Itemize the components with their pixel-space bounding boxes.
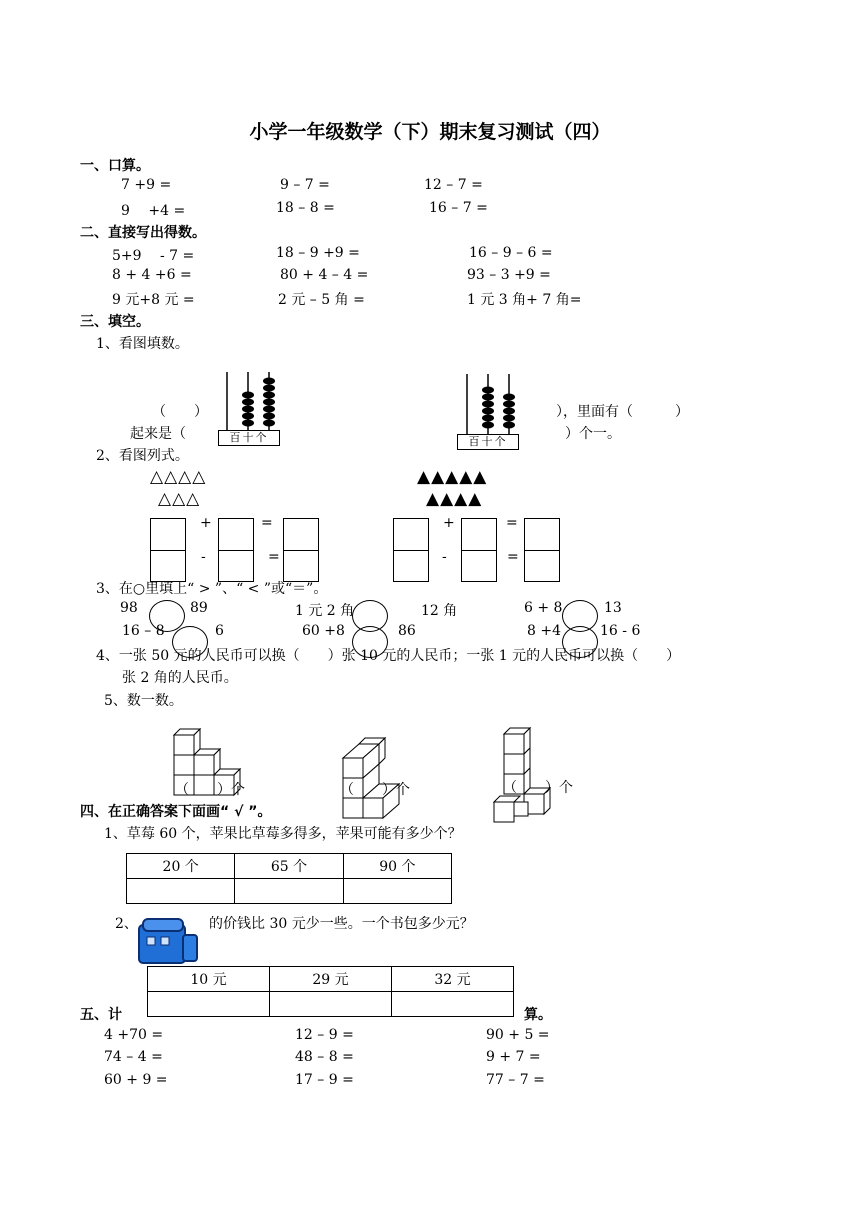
answer-box[interactable] xyxy=(218,518,254,582)
option-cell: 29 元 xyxy=(270,967,392,992)
problem: 9 元+8 元 = xyxy=(112,292,195,308)
equals-sign: = xyxy=(506,515,518,531)
question-text: 的价钱比 30 元少一些。一个书包多少元？ xyxy=(209,916,474,932)
answer-paren: （ ） xyxy=(152,404,208,420)
question-text: 4、一张 50 元的人民币可以换（ ）张 10 元的人民币；一张 1 元的人民币可以换（ ） xyxy=(96,648,681,664)
tick-cell[interactable] xyxy=(148,992,270,1017)
problem: 4 +70 = xyxy=(104,1027,164,1043)
plus-sign: + xyxy=(443,515,455,531)
problem: 80 + 4 – 4 = xyxy=(280,267,369,283)
question-label: 2、看图列式。 xyxy=(96,448,189,464)
compare-left: 98 xyxy=(120,600,138,616)
compare-right: 12 角 xyxy=(421,603,458,619)
option-cell: 32 元 xyxy=(392,967,514,992)
answer-paren-text: ），里面有（ ） xyxy=(556,404,689,420)
tick-cell[interactable] xyxy=(392,992,514,1017)
answer-table-2 xyxy=(147,966,514,1017)
problem: 12 – 7 = xyxy=(424,177,483,193)
compare-left: 16 – 8 xyxy=(122,623,165,639)
problem: 17 – 9 = xyxy=(295,1072,354,1088)
compare-right: 86 xyxy=(398,623,416,639)
compare-left: 60 +8 xyxy=(302,623,345,639)
compare-right: 6 xyxy=(215,623,224,639)
problem: 18 – 8 = xyxy=(276,200,335,216)
section-heading: 二、直接写出得数。 xyxy=(80,225,206,241)
section-heading-part1: 五、计 xyxy=(80,1007,122,1023)
problem: 48 – 8 = xyxy=(295,1049,354,1065)
problem: 1 元 3 角+ 7 角= xyxy=(467,292,582,308)
compare-circle[interactable] xyxy=(562,626,598,658)
problem: 74 – 4 = xyxy=(104,1049,163,1065)
question-label: 3、在○里填上“ > ”、“ < ”或“＝”。 xyxy=(96,581,328,597)
problem: 16 – 7 = xyxy=(429,200,488,216)
tick-cell[interactable] xyxy=(270,992,392,1017)
option-cell: 10 元 xyxy=(148,967,270,992)
cube-stack-figure xyxy=(335,730,425,820)
equals-sign: = xyxy=(261,515,273,531)
compare-circle[interactable] xyxy=(149,600,185,632)
problem: 60 + 9 = xyxy=(104,1072,168,1088)
minus-sign: - xyxy=(201,549,206,565)
black-triangles-row: ▲▲▲▲ xyxy=(426,489,483,509)
plus-sign: + xyxy=(200,515,212,531)
compare-circle[interactable] xyxy=(172,626,208,658)
option-cell: 65 个 xyxy=(235,854,343,879)
problem: 9 +4 = xyxy=(121,203,186,219)
problem: 2 元 – 5 角 = xyxy=(278,292,365,308)
problem: 93 – 3 +9 = xyxy=(467,267,551,283)
answer-box[interactable] xyxy=(283,518,319,582)
question-prefix: 2、 xyxy=(115,916,138,932)
abacus-place-label: 百十个 xyxy=(457,434,519,450)
tick-cell[interactable] xyxy=(343,879,451,904)
problem: 90 + 5 = xyxy=(486,1027,550,1043)
section-heading: 一、口算。 xyxy=(80,158,150,174)
section-heading: 三、填空。 xyxy=(80,314,150,330)
answer-box[interactable] xyxy=(461,518,497,582)
tick-cell[interactable] xyxy=(127,879,235,904)
compare-left: 6 + 8 xyxy=(524,600,563,616)
fill-text: 起来是（ xyxy=(130,426,186,442)
problem: 12 – 9 = xyxy=(295,1027,354,1043)
section-heading-part2: 算。 xyxy=(524,1007,552,1023)
problem: 18 – 9 +9 = xyxy=(276,245,360,261)
minus-sign: - xyxy=(442,549,447,565)
question-text: 1、草莓 60 个，苹果比草莓多得多，苹果可能有多少个？ xyxy=(104,826,462,842)
white-triangles-row: △△△ xyxy=(158,489,201,509)
compare-right: 13 xyxy=(604,600,622,616)
white-triangles-row: △△△△ xyxy=(150,467,207,487)
schoolbag-icon xyxy=(135,915,205,967)
page-title: 小学一年级数学（下）期末复习测试（四） xyxy=(249,121,611,143)
problem: 9 + 7 = xyxy=(486,1049,541,1065)
count-answer: （ ）个 xyxy=(503,780,573,796)
problem: 9 – 7 = xyxy=(280,177,330,193)
compare-right: 89 xyxy=(190,600,208,616)
problem: 16 – 9 – 6 = xyxy=(469,245,553,261)
compare-circle[interactable] xyxy=(352,626,388,658)
count-answer: （ ）个 xyxy=(175,782,245,798)
answer-box[interactable] xyxy=(150,518,186,582)
compare-left: 1 元 2 角 xyxy=(295,603,355,619)
answer-box[interactable] xyxy=(524,518,560,582)
question-label: 1、看图填数。 xyxy=(96,336,189,352)
option-cell: 90 个 xyxy=(343,854,451,879)
answer-box[interactable] xyxy=(393,518,429,582)
question-text: 张 2 角的人民币。 xyxy=(122,670,238,686)
problem: 5+9 - 7 = xyxy=(112,248,195,264)
tick-cell[interactable] xyxy=(235,879,343,904)
question-label: 5、数一数。 xyxy=(104,693,183,709)
compare-right: 16 - 6 xyxy=(600,623,641,639)
count-answer: （ ）个 xyxy=(340,782,410,798)
compare-left: 8 +4 xyxy=(527,623,561,639)
black-triangles-row: ▲▲▲▲▲ xyxy=(417,467,488,487)
problem: 8 + 4 +6 = xyxy=(112,267,192,283)
equals-sign: = xyxy=(507,549,519,565)
fill-text: ）个一。 xyxy=(565,426,621,442)
abacus-place-label: 百十个 xyxy=(218,430,280,446)
equals-sign: = xyxy=(268,549,280,565)
section-heading: 四、在正确答案下面画“ √ ”。 xyxy=(80,804,272,820)
answer-table-1 xyxy=(126,853,452,904)
problem: 77 – 7 = xyxy=(486,1072,545,1088)
option-cell: 20 个 xyxy=(127,854,235,879)
problem: 7 +9 = xyxy=(121,177,172,193)
